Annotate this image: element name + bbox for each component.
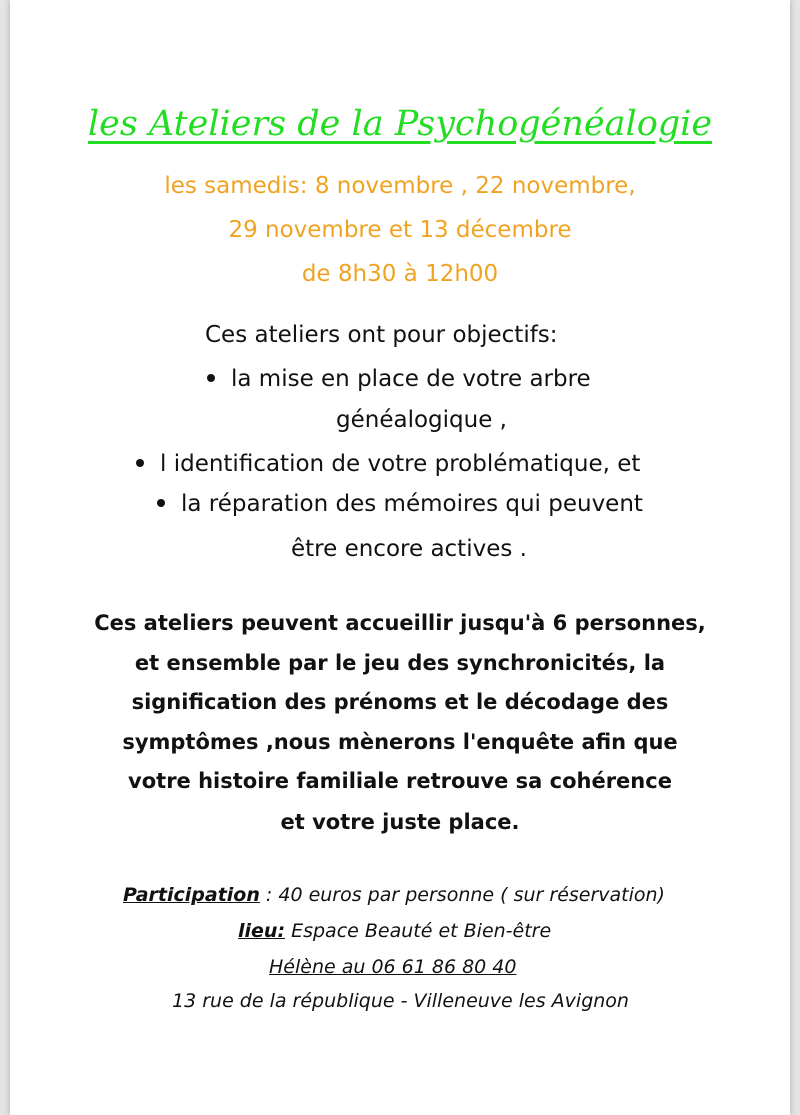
dates-line: les samedis: 8 novembre , 22 novembre, [164,173,636,199]
participation-separator: : [259,884,279,906]
description-line: Ces ateliers peuvent accueillir jusqu'à 6 personnes, [94,611,706,635]
contact-line: Hélène au 06 61 86 80 40 [269,956,517,978]
objective-item [157,491,643,517]
participation-value: 40 euros par personne ( sur réservation) [278,884,665,906]
description-line: et votre juste place. [280,810,520,834]
bullet-icon [136,459,144,467]
objectives-intro: Ces ateliers ont pour objectifs: [205,322,558,348]
objective-continuation: généalogique , [336,407,507,433]
participation-label: Participation [123,884,260,906]
description-line: et ensemble par le jeu des synchronicités, la [134,651,666,675]
participation-line [123,884,665,906]
address-line: 13 rue de la république - Villeneuve les Avignon [172,990,629,1012]
description-line: signification des prénoms et le décodage des [131,690,669,714]
location-label: lieu: [238,920,286,942]
objective-text: l identification de votre problématique, et [160,451,641,477]
dates-line: 29 novembre et 13 décembre [228,217,572,243]
objective-item [136,451,640,477]
objective-text: la mise en place de votre arbre [231,366,591,392]
description-line: symptômes ,nous mènerons l'enquête afin que [122,730,678,754]
bullet-icon [207,374,215,382]
schedule-line: de 8h30 à 12h00 [301,261,499,287]
objective-item [207,366,591,392]
bullet-icon [157,499,165,507]
location-line [238,920,551,942]
location-value: Espace Beauté et Bien-être [285,920,552,942]
description-line: votre histoire familiale retrouve sa cohérence [128,769,672,793]
objective-text: la réparation des mémoires qui peuvent [181,491,643,517]
flyer-title: les Ateliers de la Psychogénéalogie [87,104,713,144]
objective-continuation: être encore actives . [291,536,527,562]
